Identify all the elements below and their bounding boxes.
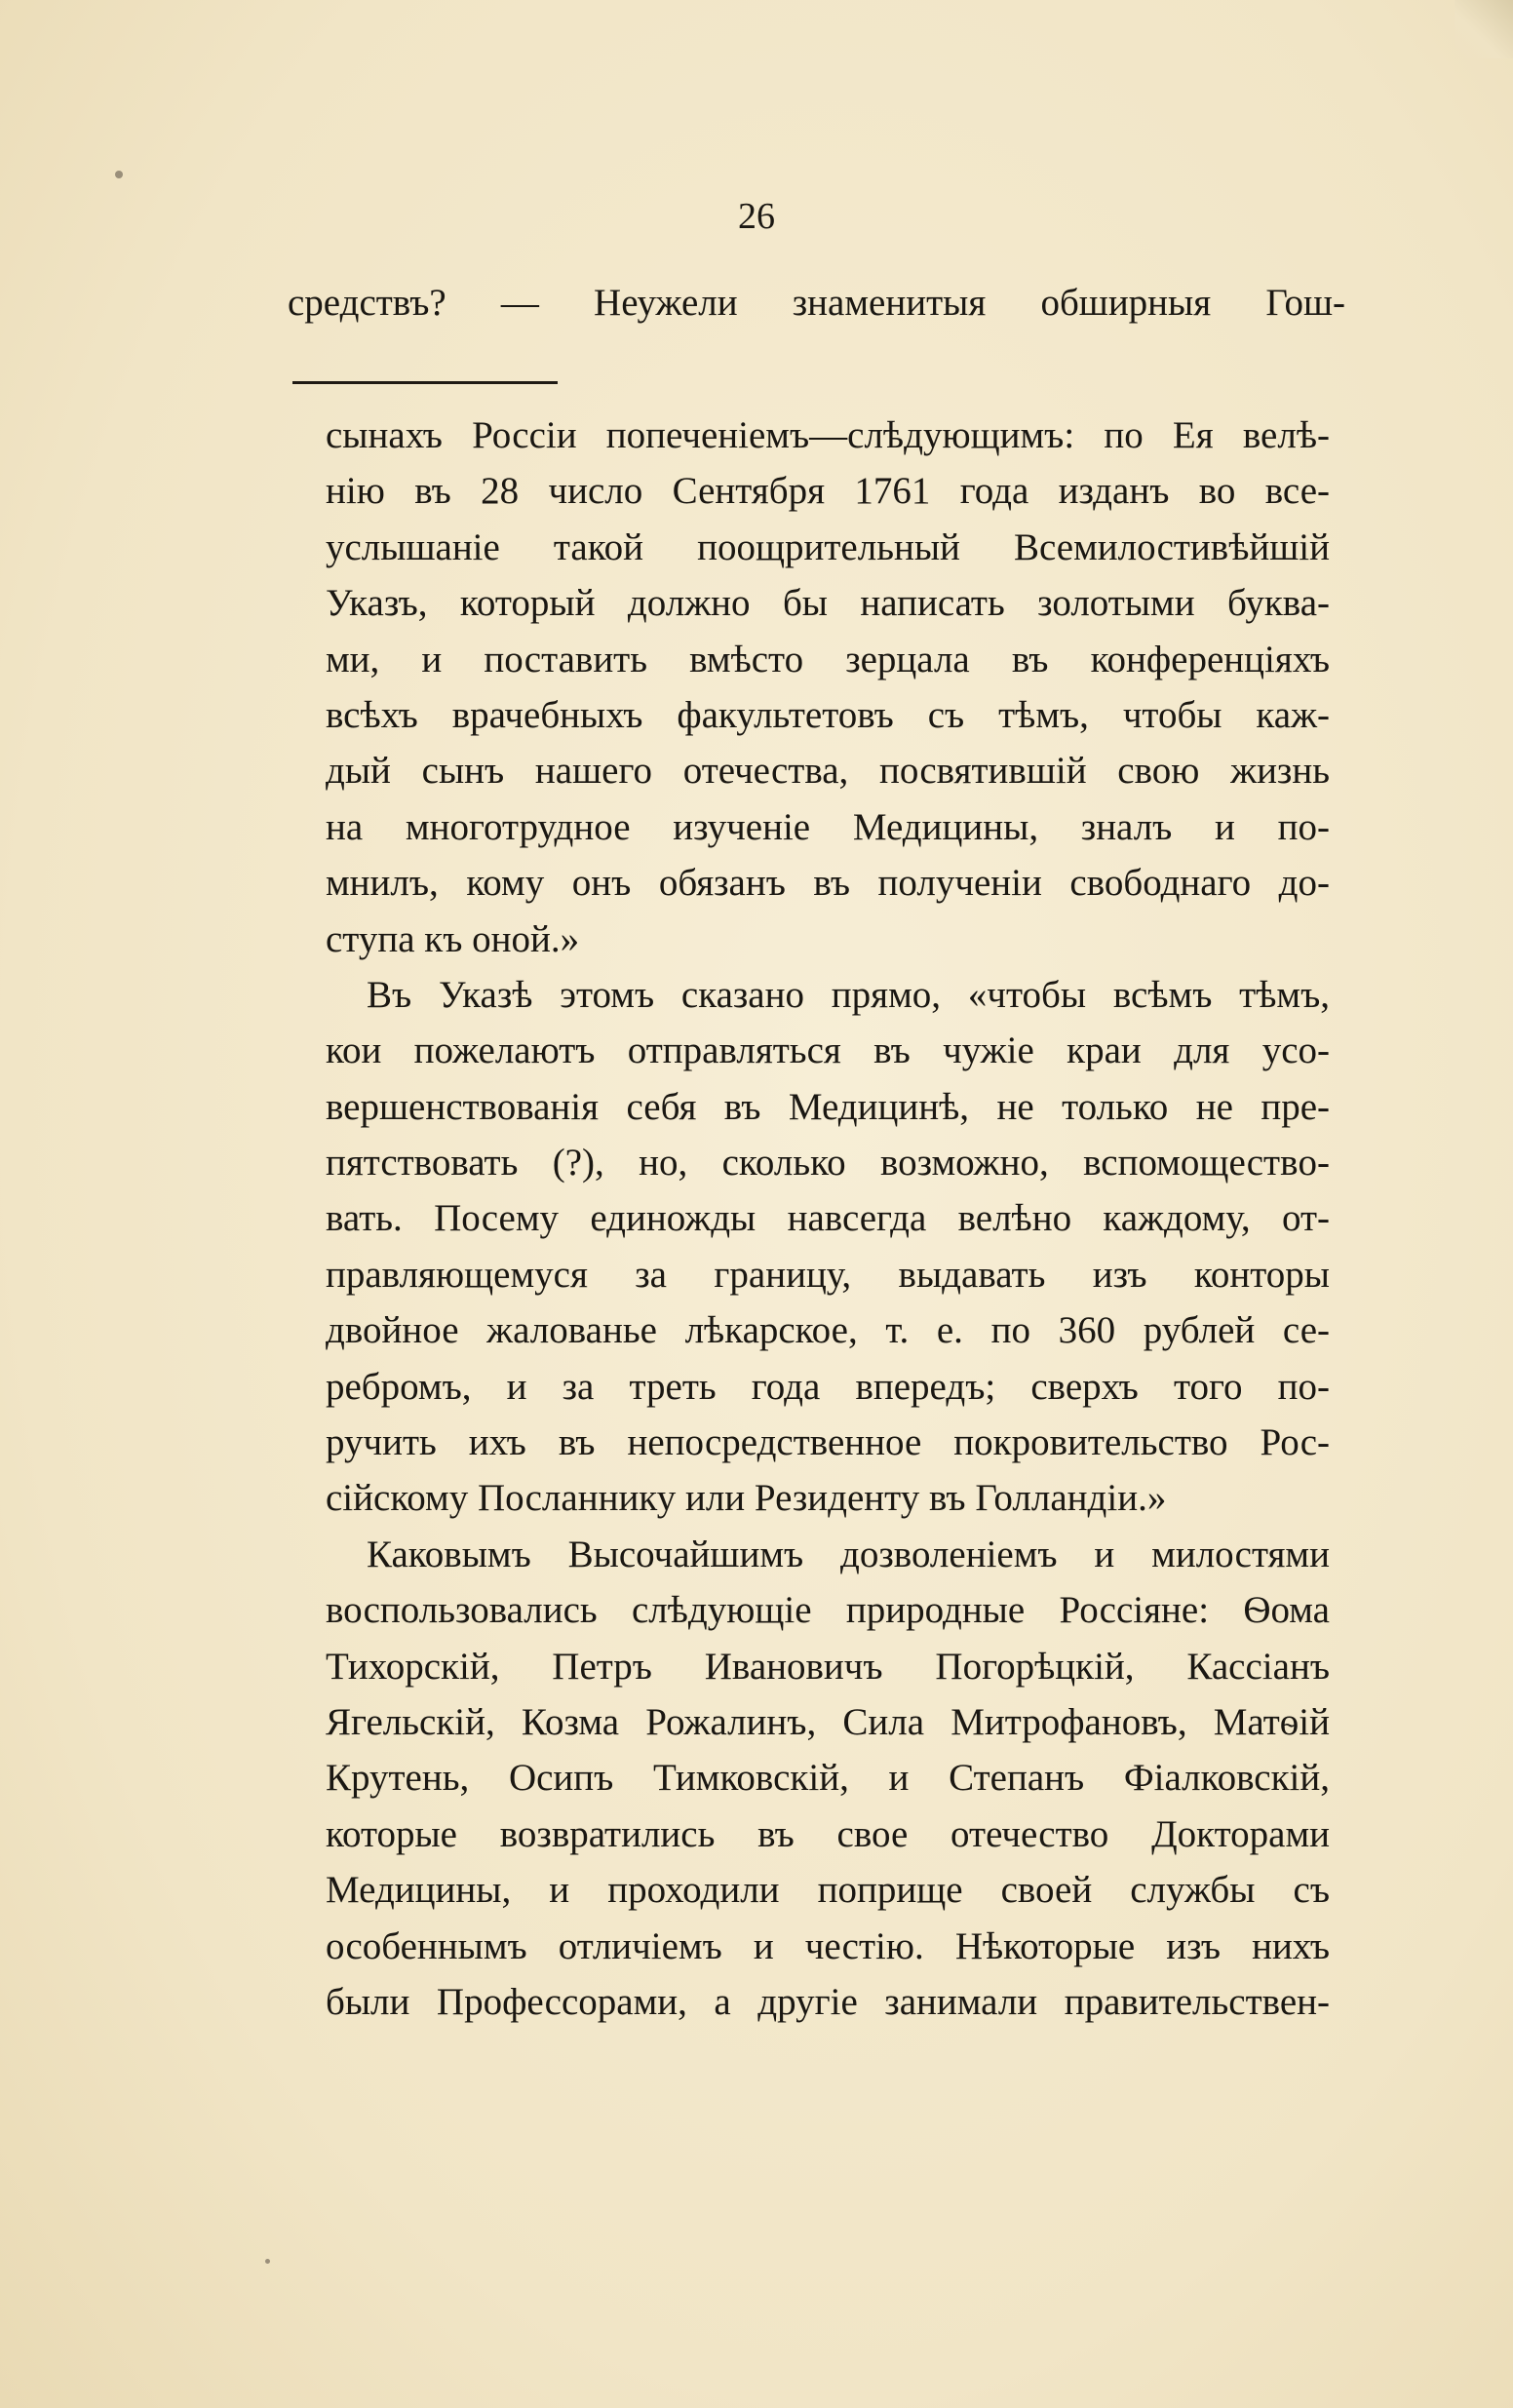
text-line: пятствовать (?), но, сколько возможно, вспомоществo- — [326, 1142, 1330, 1185]
continued-line: средствъ? — Неужели знаменитыя обширныя Гош- — [288, 282, 1345, 324]
text-line: нію въ 28 число Сентября 1761 года изданъ во все- — [326, 470, 1330, 513]
text-line: Крутень, Осипъ Тимковскій, и Степанъ Фіалковскій, — [326, 1757, 1330, 1800]
text-line: на многотрудное изученіе Медицины, зналъ и по- — [326, 805, 1330, 848]
text-line: вершенствованія себя въ Медицинѣ, не только не пре- — [326, 1085, 1330, 1128]
footnote-rule — [292, 381, 558, 384]
text-line: ручить ихъ въ непосредственное покровительство Рос- — [326, 1421, 1330, 1464]
text-line: кои пожелаютъ отправляться въ чужіе краи для усо- — [326, 1029, 1330, 1072]
text-line: двойное жалованье лѣкарское, т. е. по 360 рублей се- — [326, 1309, 1330, 1352]
text-line: ми, и поставить вмѣсто зерцала въ конференціяхъ — [326, 638, 1330, 680]
page-corner-curl — [1455, 0, 1513, 58]
text-line: Указъ, который должно бы написать золотыми буква- — [326, 582, 1330, 625]
page-number: 26 — [738, 196, 775, 237]
text-line: воспользовались слѣдующіе природные Россіяне: Ѳома — [326, 1589, 1330, 1632]
text-line: сынахъ Россіи попеченіемъ—слѣдующимъ: по Ея велѣ- — [326, 414, 1330, 456]
paper-speck — [265, 2259, 270, 2264]
text-line: Ягельскій, Козма Рожалинъ, Сила Митрофановъ, Матѳій — [326, 1700, 1330, 1743]
text-line: мнилъ, кому онъ обязанъ въ полученіи свободнаго до- — [326, 862, 1330, 905]
paper-speck — [115, 171, 123, 178]
text-line: Медицины, и проходили поприще своей службы съ — [326, 1869, 1330, 1912]
text-line: сійскому Посланнику или Резиденту въ Голландіи.» — [326, 1477, 1167, 1520]
text-line: дый сынъ нашего отечества, посвятившій свою жизнь — [326, 750, 1330, 793]
text-line: которые возвратились въ свое отечество Докторами — [326, 1812, 1330, 1855]
text-line: Въ Указѣ этомъ сказано прямо, «чтобы всѣмъ тѣмъ, — [367, 973, 1330, 1016]
text-line: ребромъ, и за треть года впередъ; сверхъ того по- — [326, 1365, 1330, 1408]
text-line: правляющемуся за границу, выдавать изъ конторы — [326, 1253, 1330, 1296]
text-line: вать. Посему единожды навсегда велѣно каждому, от- — [326, 1197, 1330, 1240]
text-line: ступа къ оной.» — [326, 917, 580, 960]
text-line: особеннымъ отличіемъ и честію. Нѣкоторые изъ нихъ — [326, 1924, 1330, 1967]
text-line: Каковымъ Высочайшимъ дозволеніемъ и милостями — [367, 1533, 1330, 1575]
text-line: были Профессорами, а другіе занимали правительствен- — [326, 1980, 1330, 2023]
text-line: Тихорскій, Петръ Ивановичъ Погорѣцкій, Кассіанъ — [326, 1645, 1330, 1688]
text-line: услышаніе такой поощрительный Всемилостивѣйшій — [326, 525, 1330, 568]
footnote-text — [326, 408, 1330, 2030]
text-line: всѣхъ врачебныхъ факультетовъ съ тѣмъ, чтобы каж- — [326, 693, 1330, 736]
